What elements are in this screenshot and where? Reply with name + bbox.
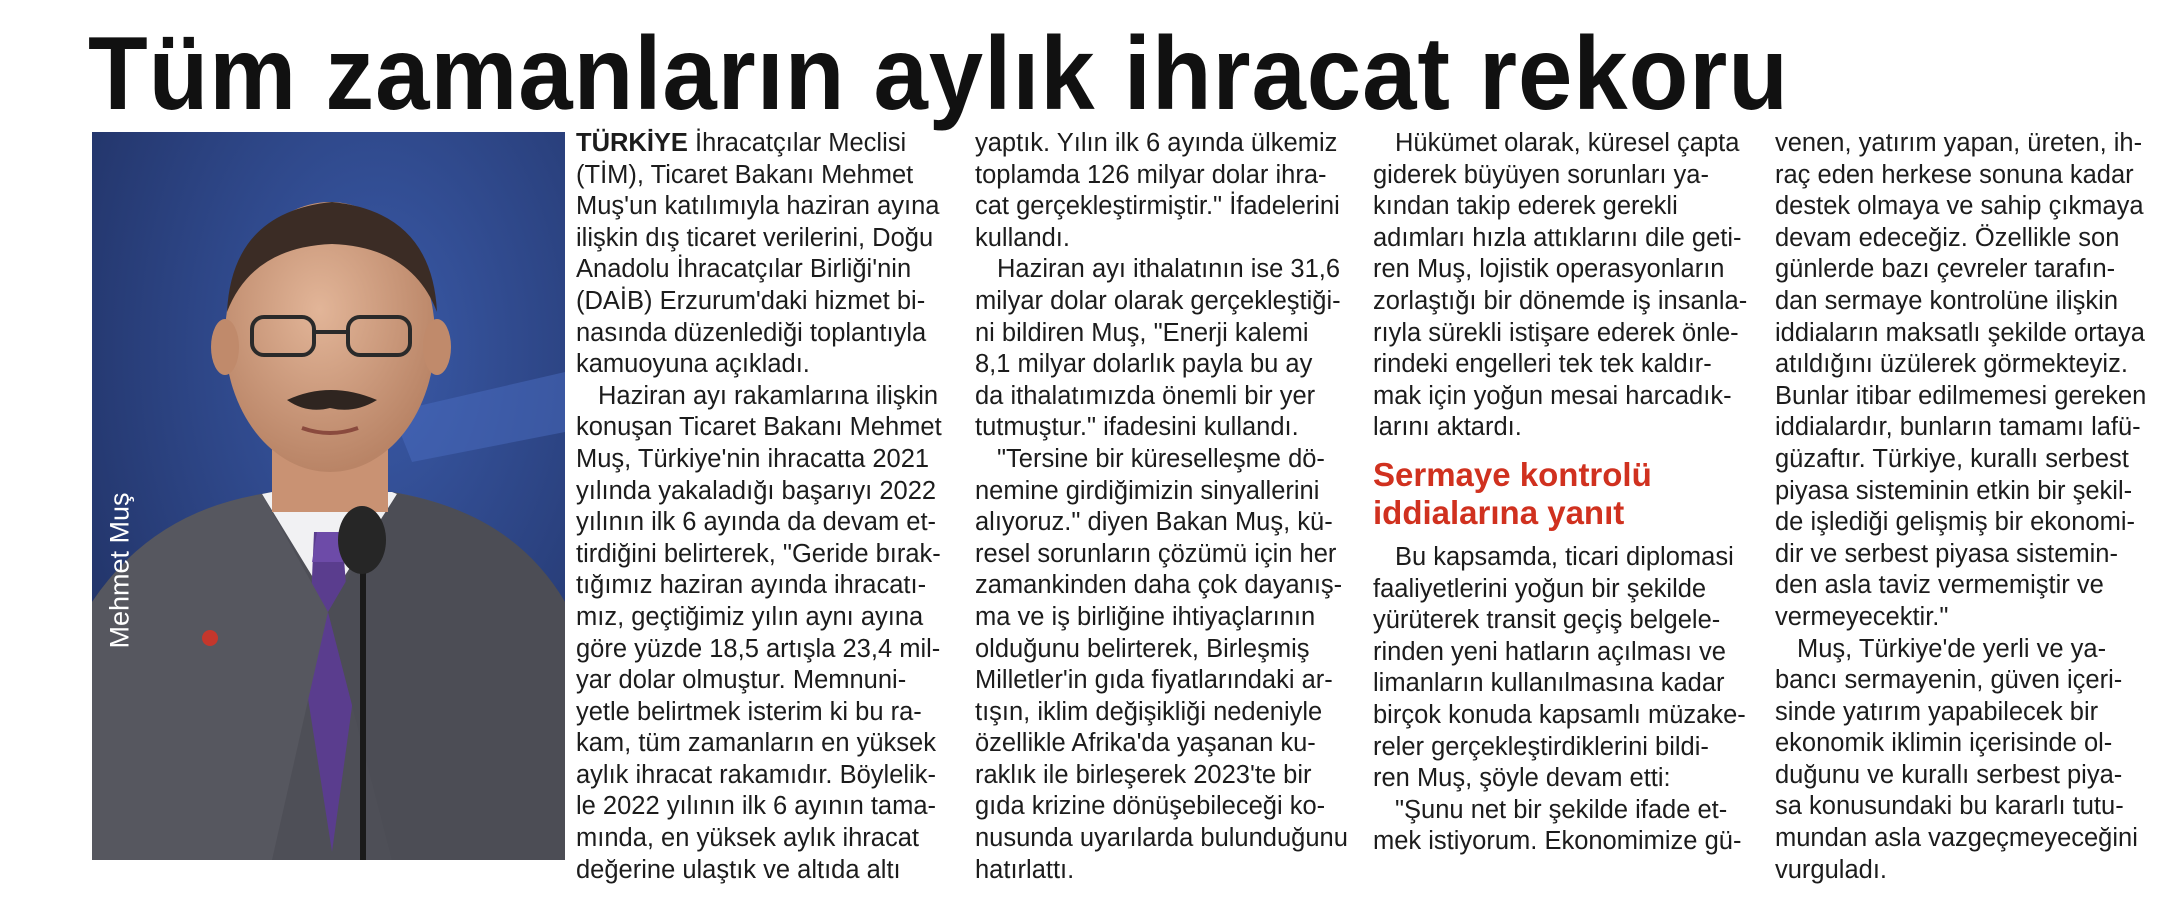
text-line: olduğunu belirterek, Birleşmiş: [975, 634, 1310, 663]
text-line: ren Muş, şöyle devam etti:: [1373, 764, 1671, 793]
text-line: sinde yatırım yapabilecek bir: [1775, 697, 2099, 726]
text-line: resel sorunların çözümü için her: [975, 539, 1337, 568]
text-line: iddiaların maksatlı şekilde ortaya: [1775, 318, 2145, 347]
text-line: mak için yoğun mesai harcadık-: [1373, 381, 1732, 410]
text-line: cat gerçekleştirmiştir." İfadelerini: [975, 192, 1340, 221]
paragraph-10: [1775, 634, 2140, 887]
text-line: vermeyecektir.": [1775, 602, 1949, 631]
text-line: ma ve iş birliğine ihtiyaçlarının: [975, 602, 1316, 631]
text-line: Haziran ayı ithalatının ise 31,6: [997, 255, 1341, 284]
text-line: yılının ilk 6 ayında da devam et-: [576, 508, 937, 537]
text-line: milyar dolar olarak gerçekleştiği-: [975, 286, 1341, 315]
text-line: reler gerçekleştirdiklerini bildi-: [1373, 732, 1709, 761]
text-line: mundan asla vazgeçmeyeceğini: [1775, 824, 2138, 853]
text-line: kından takip ederek gerekli: [1373, 192, 1678, 221]
paragraph-7: [1373, 542, 1746, 795]
text-line: (TİM), Ticaret Bakanı Mehmet: [576, 160, 914, 189]
text-line: güzaftır. Türkiye, kurallı serbest: [1775, 444, 2129, 473]
text-line: de işlediği gelişmiş bir ekonomi-: [1775, 508, 2135, 537]
text-line: günlerde bazı çevreler tarafın-: [1775, 255, 2116, 284]
subheading-line: iddialarına yanıt: [1373, 493, 1625, 531]
text-line: (DAİB) Erzurum'daki hizmet bi-: [576, 286, 926, 315]
photo-caption-text: Mehmet Muş: [104, 491, 135, 649]
text-line: zamankinden daha çok dayanış-: [975, 571, 1343, 600]
text-line: da ithalatımızda önemli bir yer: [975, 381, 1316, 410]
paragraph-9: [1775, 128, 2147, 634]
paragraph-6: [1373, 128, 1748, 444]
subheading-line: Sermaye kontrolü: [1373, 455, 1652, 493]
paragraph-5: [975, 444, 1348, 886]
paragraph-4: [975, 254, 1343, 444]
text-line: venen, yatırım yapan, üreten, ih-: [1775, 129, 2143, 157]
text-line: gıda krizine dönüşebileceği ko-: [975, 792, 1326, 821]
text-line-part: İhracatçılar Meclisi: [695, 129, 907, 157]
text-line: nemine girdiğimizin sinyallerini: [975, 476, 1320, 505]
text-line: mek istiyorum. Ekonomimize gü-: [1373, 827, 1742, 856]
text-line: ren Muş, lojistik operasyonların: [1373, 255, 1725, 284]
text-line: kullandı.: [975, 223, 1070, 252]
text-line: bancı sermayenin, güven içeri-: [1775, 666, 2123, 695]
text-line: hatırlattı.: [975, 855, 1075, 884]
text-line: atıldığını üzülerek görmekteyiz.: [1775, 350, 2128, 379]
text-line: "Şunu net bir şekilde ifade et-: [1395, 795, 1728, 824]
portrait-illustration: [92, 132, 565, 860]
text-line: Muş, Türkiye'nin ihracatta 2021: [576, 444, 930, 473]
article-column-1: [576, 128, 944, 886]
text-line: piyasa sisteminin etkin bir şekil-: [1775, 476, 2133, 505]
text-line: birçok konuda kapsamlı müzake-: [1373, 700, 1746, 729]
text-line: 8,1 milyar dolarlık payla bu ay: [975, 350, 1313, 379]
text-line: tığımız haziran ayında ihracatı-: [576, 571, 927, 600]
article-column-2: [975, 128, 1348, 886]
photo-caption: [100, 460, 140, 680]
text-line: kam, tüm zamanların en yüksek: [576, 729, 936, 758]
text-line: rıyla sürekli istişare ederek önle-: [1373, 318, 1739, 347]
text-line: Haziran ayı rakamlarına ilişkin: [598, 381, 939, 410]
text-line: dir ve serbest piyasa sistemin-: [1775, 539, 2118, 568]
text-line: mında, en yüksek aylık ihracat: [576, 824, 919, 853]
article-column-3: [1373, 128, 1748, 858]
text-line: giderek büyüyen sorunları ya-: [1373, 160, 1709, 189]
text-line: yaptık. Yılın ilk 6 ayında ülkemiz: [975, 129, 1338, 157]
text-line: limanların kullanılmasına kadar: [1373, 669, 1725, 698]
text-line: Muş'un katılımıyla haziran ayına: [576, 192, 940, 221]
text-line: Milletler'in gıda fiyatlarındaki ar-: [975, 666, 1333, 695]
text-line: rinden yeni hatların açılması ve: [1373, 637, 1726, 666]
dateline: TÜRKİYE: [576, 129, 688, 157]
text-line: tutmuştur." ifadesini kullandı.: [975, 413, 1299, 442]
headline: Tüm zamanların aylık ihracat rekoru: [88, 16, 1789, 132]
text-line: le 2022 yılının ilk 6 ayının tama-: [576, 792, 937, 821]
text-line: toplamda 126 milyar dolar ihra-: [975, 160, 1327, 189]
text-line: raç eden herkese sonuna kadar: [1775, 160, 2134, 189]
text-line: iddialardır, bunların tamamı lafü-: [1775, 413, 2141, 442]
text-line: değerine ulaştık ve altıda altı: [576, 855, 901, 884]
paragraph-3: [975, 128, 1343, 254]
text-line: tışın, iklim değişikliği nedeniyle: [975, 697, 1323, 726]
text-line: mız, geçtiğimiz yılın aynı ayına: [576, 602, 924, 631]
text-line: ni bildiren Muş, "Enerji kalemi: [975, 318, 1309, 347]
text-line: Anadolu İhracatçılar Birliği'nin: [576, 255, 912, 284]
paragraph-1: [576, 128, 944, 381]
text-line: faaliyetlerini yoğun bir şekilde: [1373, 574, 1707, 603]
paragraph-8: [1373, 795, 1741, 858]
text-line: "Tersine bir küreselleşme dö-: [997, 444, 1325, 473]
text-line: Hükümet olarak, küresel çapta: [1395, 129, 1740, 157]
subheading: [1373, 456, 1741, 532]
paragraph-2: [576, 381, 944, 887]
text-line: Bunlar itibar edilmemesi gereken: [1775, 381, 2147, 410]
text-line: Muş, Türkiye'de yerli ve ya-: [1797, 634, 2107, 663]
text-line: özellikle Afrika'da yaşanan ku-: [975, 729, 1316, 758]
text-line: yetle belirtmek isterim ki bu ra-: [576, 697, 922, 726]
text-line: destek olmaya ve sahip çıkmaya: [1775, 192, 2144, 221]
text-line: ekonomik iklimin içerisinde ol-: [1775, 729, 2113, 758]
speaker-portrait-photo: [92, 132, 565, 860]
text-line: devam edeceğiz. Özellikle son: [1775, 223, 2120, 252]
text-line: adımları hızla attıklarını dile geti-: [1373, 223, 1742, 252]
text-line: nusunda uyarılarda bulunduğunu: [975, 824, 1348, 853]
text-line: yılında yakaladığı başarıyı 2022: [576, 476, 937, 505]
text-line: larını aktardı.: [1373, 413, 1522, 442]
text-line: raklık ile birleşerek 2023'te bir: [975, 760, 1312, 789]
text-line: nasında düzenlediği toplantıyla: [576, 318, 927, 347]
text-line: duğunu ve kurallı serbest piya-: [1775, 760, 2123, 789]
text-line: aylık ihracat rakamıdır. Böylelik-: [576, 760, 936, 789]
text-line: [576, 128, 944, 160]
text-line: yar dolar olmuştur. Memnuni-: [576, 666, 907, 695]
article-column-4: [1775, 128, 2147, 886]
text-line: dan sermaye kontrolüne ilişkin: [1775, 286, 2119, 315]
text-line: kamuoyuna açıkladı.: [576, 350, 810, 379]
text-line: Bu kapsamda, ticari diplomasi: [1395, 542, 1734, 571]
text-line: alıyoruz." diyen Bakan Muş, kü-: [975, 508, 1333, 537]
text-line: rindeki engelleri tek tek kaldır-: [1373, 350, 1712, 379]
text-line: ilişkin dış ticaret verilerini, Doğu: [576, 223, 934, 252]
text-line: vurguladı.: [1775, 855, 1887, 884]
text-line: sa konusundaki bu kararlı tutu-: [1775, 792, 2124, 821]
text-line: tirdiğini belirterek, "Geride bırak-: [576, 539, 941, 568]
text-line: yürüterek transit geçiş belgele-: [1373, 606, 1721, 635]
text-line: zorlaştığı bir dönemde iş insanla-: [1373, 286, 1748, 315]
text-line: den asla taviz vermemiştir ve: [1775, 571, 2104, 600]
text-line: konuşan Ticaret Bakanı Mehmet: [576, 413, 942, 442]
text-line: göre yüzde 18,5 artışla 23,4 mil-: [576, 634, 941, 663]
